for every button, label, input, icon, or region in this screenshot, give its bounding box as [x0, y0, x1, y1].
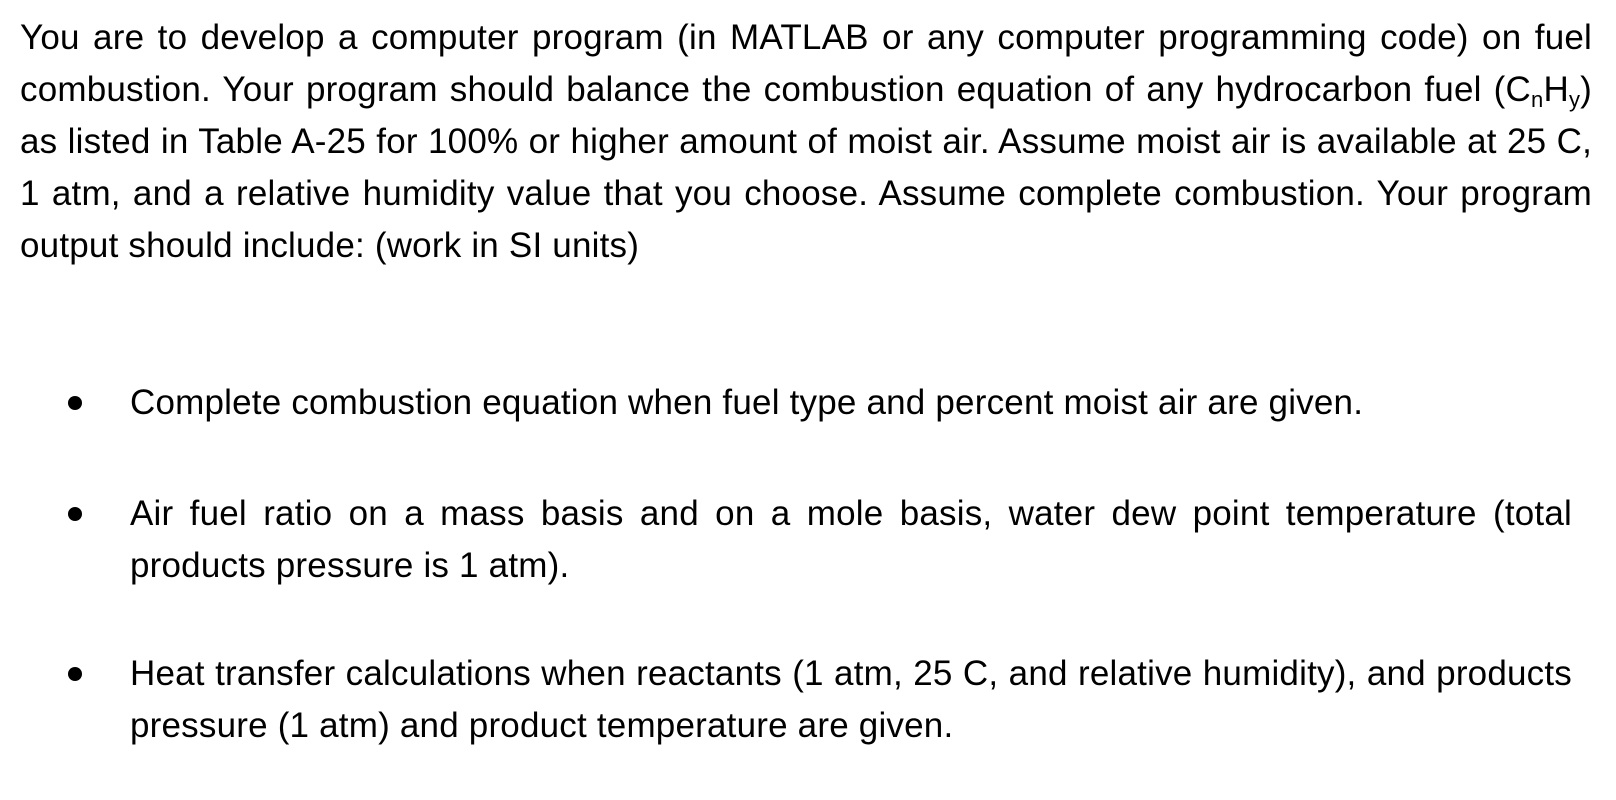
intro-text-part-3: ) as listed in Table A-25 for 100% or higher amount of moist air. Assume moist air is available at 25 C, 1 atm, and a relative humidity value that you choose. Assume complete combustion. Your program output should include: (work in SI units): [20, 70, 1592, 265]
intro-text-part-2: H: [1543, 70, 1569, 109]
subscript-n: n: [1531, 87, 1544, 112]
bullet-icon: [68, 396, 82, 410]
bullet-icon: [68, 667, 82, 681]
document-page: [20, 12, 1592, 272]
list-item-text: Heat transfer calculations when reactants (1 atm, 25 C, and relative humidity), and products pressure (1 atm) and product temperature are given.: [130, 654, 1572, 745]
subscript-y: y: [1568, 87, 1581, 112]
intro-text-part-1: You are to develop a computer program (in MATLAB or any computer programming code) on fuel combustion. Your program should balance the combustion equation of any hydrocarbon fuel (C: [20, 18, 1592, 109]
intro-paragraph: [20, 12, 1592, 272]
list-item-text: Air fuel ratio on a mass basis and on a mole basis, water dew point temperature (total products pressure is 1 atm).: [130, 494, 1572, 585]
list-item-text: Complete combustion equation when fuel type and percent moist air are given.: [130, 383, 1364, 422]
bullet-icon: [68, 507, 82, 521]
